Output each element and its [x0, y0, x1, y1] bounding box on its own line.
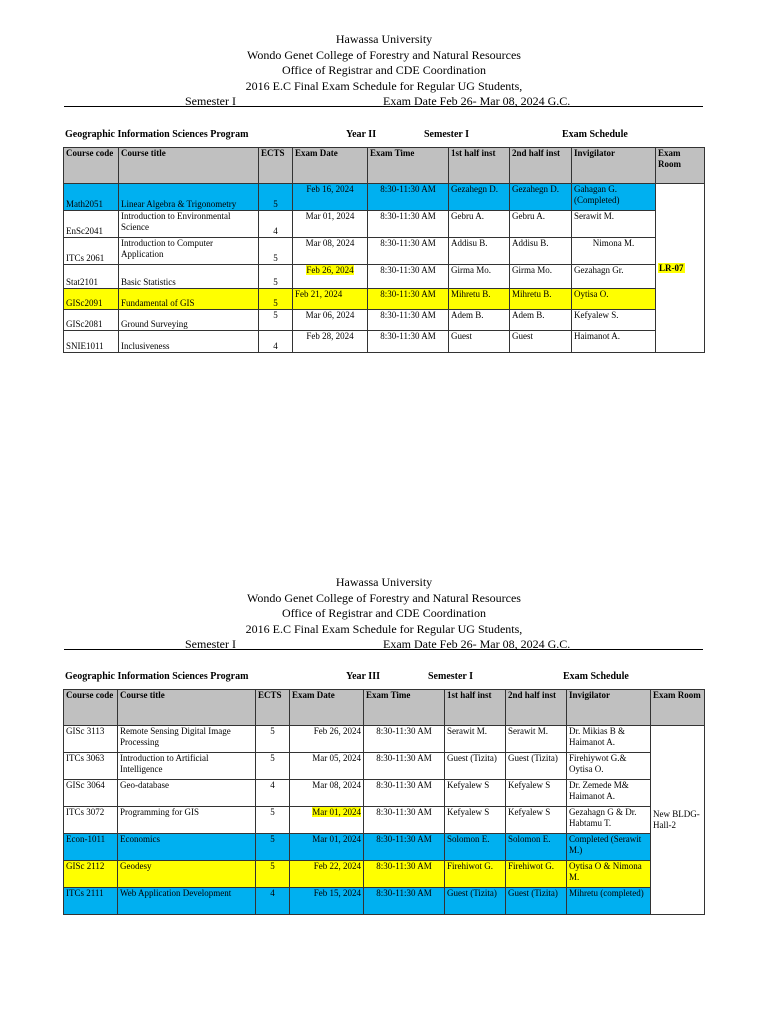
column-header: Course code — [64, 148, 119, 184]
first-half-inst: Kefyalew S — [445, 807, 506, 834]
semester-label: Semester I — [185, 94, 236, 109]
course-title: Introduction to Artificial Intelligence — [118, 753, 256, 780]
exam-date: Mar 08, 2024 — [290, 780, 364, 807]
college-name: Wondo Genet College of Forestry and Natural Resources — [247, 47, 521, 62]
second-half-inst: Guest (Tizita) — [506, 753, 567, 780]
column-header: 2nd half inst — [510, 148, 572, 184]
course-title: Geodesy — [118, 861, 256, 888]
exam-time: 8:30-11:30 AM — [364, 861, 445, 888]
exam-time: 8:30-11:30 AM — [364, 807, 445, 834]
first-half-inst: Gezahegn D. — [449, 184, 510, 211]
invigilator: Oytisa O. — [572, 289, 656, 310]
exam-date: Mar 01, 2024 — [290, 834, 364, 861]
course-code: Econ-1011 — [64, 834, 118, 861]
program-name: Geographic Information Sciences Program — [65, 129, 249, 140]
schedule-header — [0, 32, 768, 110]
second-half-inst: Addisu B. — [510, 238, 572, 265]
exam-time: 8:30-11:30 AM — [368, 238, 449, 265]
exam-date-range: Exam Date Feb 26- Mar 08, 2024 G.C. — [383, 94, 571, 109]
invigilator: Gezahagn G & Dr. Habtamu T. — [567, 807, 651, 834]
course-title: Economics — [118, 834, 256, 861]
schedule-header — [0, 575, 768, 653]
office-name: Office of Registrar and CDE Coordination — [281, 63, 487, 78]
college-name: Wondo Genet College of Forestry and Natural Resources — [247, 590, 521, 605]
exam-time: 8:30-11:30 AM — [364, 888, 445, 915]
second-half-inst: Guest — [510, 331, 572, 353]
exam-date: Feb 22, 2024 — [290, 861, 364, 888]
exam-date-highlight: Mar 01, 2024 — [312, 807, 361, 817]
column-header: ECTS — [259, 148, 293, 184]
semester-label: Semester I — [428, 671, 474, 682]
course-code: ITCs 3063 — [64, 753, 118, 780]
invigilator: Dr. Zemede M& Haimanot A. — [567, 780, 651, 807]
header-rule — [64, 106, 703, 107]
invigilator: Dr. Mikias B & Haimanot A. — [567, 726, 651, 753]
course-title: Introduction to Environmental Science — [119, 211, 259, 238]
exam-room: New BLDG-Hall-2 — [651, 726, 705, 915]
ects: 4 — [256, 888, 290, 915]
course-title: Programming for GIS — [118, 807, 256, 834]
exam-time: 8:30-11:30 AM — [368, 289, 449, 310]
column-header: 1st half inst — [445, 690, 506, 726]
first-half-inst: Addisu B. — [449, 238, 510, 265]
course-code: GISc2091 — [64, 289, 119, 310]
column-header: Exam Time — [368, 148, 449, 184]
column-header: 2nd half inst — [506, 690, 567, 726]
course-title: Introduction to Computer Application — [119, 238, 259, 265]
ects: 5 — [259, 265, 293, 289]
column-header: Exam Date — [293, 148, 368, 184]
column-header: Course title — [118, 690, 256, 726]
column-header: Exam Time — [364, 690, 445, 726]
course-code: ITCs 2111 — [64, 888, 118, 915]
table-row — [64, 184, 705, 211]
exam-room — [656, 184, 705, 353]
first-half-inst: Guest (Tizita) — [445, 888, 506, 915]
program-line — [65, 671, 705, 685]
table-row — [64, 780, 705, 807]
exam-date: Mar 01, 2024 — [293, 211, 368, 238]
course-code: Stat2101 — [64, 265, 119, 289]
table-row — [64, 726, 705, 753]
ects: 4 — [256, 780, 290, 807]
exam-time: 8:30-11:30 AM — [368, 211, 449, 238]
table-row — [64, 753, 705, 780]
exam-date-highlight: Feb 26, 2024 — [306, 265, 354, 275]
column-header: ECTS — [256, 690, 290, 726]
course-code: SNIE1011 — [64, 331, 119, 353]
course-title: Fundamental of GIS — [119, 289, 259, 310]
invigilator: Serawit M. — [572, 211, 656, 238]
course-code: Math2051 — [64, 184, 119, 211]
exam-date: Feb 26, 2024 — [290, 726, 364, 753]
course-code: GISc 3064 — [64, 780, 118, 807]
ects: 5 — [259, 184, 293, 211]
table-row — [64, 265, 705, 289]
course-code: GISc 3113 — [64, 726, 118, 753]
table-row — [64, 807, 705, 834]
exam-date: Mar 05, 2024 — [290, 753, 364, 780]
year-label: Year III — [346, 671, 380, 682]
table-row — [64, 834, 705, 861]
exam-date: Feb 16, 2024 — [293, 184, 368, 211]
table-header-row — [64, 148, 705, 184]
semester-label: Semester I — [185, 637, 236, 652]
first-half-inst: Firehiwot G. — [445, 861, 506, 888]
ects: 5 — [256, 861, 290, 888]
ects: 5 — [256, 753, 290, 780]
second-half-inst: Gebru A. — [510, 211, 572, 238]
table-row — [64, 289, 705, 310]
first-half-inst: Serawit M. — [445, 726, 506, 753]
first-half-inst: Solomon E. — [445, 834, 506, 861]
exam-date: Feb 15, 2024 — [290, 888, 364, 915]
course-title: Ground Surveying — [119, 310, 259, 331]
exam-time: 8:30-11:30 AM — [364, 834, 445, 861]
column-header: Exam Room — [656, 148, 705, 184]
header-rule — [64, 649, 703, 650]
exam-time: 8:30-11:30 AM — [368, 184, 449, 211]
exam-time: 8:30-11:30 AM — [364, 780, 445, 807]
ects: 4 — [259, 331, 293, 353]
exam-date — [290, 807, 364, 834]
table-header-row — [64, 690, 705, 726]
second-half-inst: Gezahegn D. — [510, 184, 572, 211]
university-name: Hawassa University — [335, 32, 433, 46]
table-row — [64, 331, 705, 353]
ects: 5 — [256, 834, 290, 861]
ects: 5 — [259, 289, 293, 310]
exam-schedule-label: Exam Schedule — [562, 129, 628, 140]
semester-label: Semester I — [424, 129, 470, 140]
course-title: Basic Statistics — [119, 265, 259, 289]
exam-schedule-table — [63, 689, 705, 915]
first-half-inst: Kefyalew S — [445, 780, 506, 807]
column-header: Invigilator — [567, 690, 651, 726]
second-half-inst: Kefyalew S — [506, 780, 567, 807]
program-line — [65, 129, 705, 143]
second-half-inst: Guest (Tizita) — [506, 888, 567, 915]
first-half-inst: Adem B. — [449, 310, 510, 331]
university-name: Hawassa University — [335, 575, 433, 589]
first-half-inst: Guest — [449, 331, 510, 353]
exam-time: 8:30-11:30 AM — [368, 265, 449, 289]
exam-time: 8:30-11:30 AM — [368, 310, 449, 331]
exam-date: Mar 08, 2024 — [293, 238, 368, 265]
invigilator: Haimanot A. — [572, 331, 656, 353]
program-name: Geographic Information Sciences Program — [65, 671, 249, 682]
course-code: EnSc2041 — [64, 211, 119, 238]
exam-schedule-table — [63, 147, 705, 353]
ects: 5 — [256, 807, 290, 834]
table-row — [64, 310, 705, 331]
course-code: GISc2081 — [64, 310, 119, 331]
first-half-inst: Gebru A. — [449, 211, 510, 238]
ects: 4 — [259, 211, 293, 238]
second-half-inst: Solomon E. — [506, 834, 567, 861]
exam-time: 8:30-11:30 AM — [364, 726, 445, 753]
second-half-inst: Kefyalew S — [506, 807, 567, 834]
invigilator: Gahagan G. (Completed) — [572, 184, 656, 211]
invigilator: Oytisa O & Nimona M. — [567, 861, 651, 888]
invigilator: Mihretu (completed) — [567, 888, 651, 915]
first-half-inst: Girma Mo. — [449, 265, 510, 289]
schedule-title: 2016 E.C Final Exam Schedule for Regular UG Students, — [245, 78, 523, 93]
first-half-inst: Mihretu B. — [449, 289, 510, 310]
ects: 5 — [256, 726, 290, 753]
table-row — [64, 238, 705, 265]
invigilator: Nimona M. — [572, 238, 656, 265]
invigilator: Completed (Serawit M.) — [567, 834, 651, 861]
exam-date: Feb 28, 2024 — [293, 331, 368, 353]
course-code: ITCs 2061 — [64, 238, 119, 265]
column-header: Course title — [119, 148, 259, 184]
course-code: GISc 2112 — [64, 861, 118, 888]
exam-schedule-label: Exam Schedule — [563, 671, 629, 682]
year-label: Year II — [346, 129, 377, 140]
invigilator: Firehiywot G.& Oytisa O. — [567, 753, 651, 780]
table-row — [64, 211, 705, 238]
course-title: Inclusiveness — [119, 331, 259, 353]
invigilator: Gezahagn Gr. — [572, 265, 656, 289]
exam-room-value: LR-07 — [659, 262, 684, 273]
first-half-inst: Guest (Tizita) — [445, 753, 506, 780]
invigilator: Kefyalew S. — [572, 310, 656, 331]
second-half-inst: Girma Mo. — [510, 265, 572, 289]
course-title: Geo-database — [118, 780, 256, 807]
table-row — [64, 888, 705, 915]
exam-date-range: Exam Date Feb 26- Mar 08, 2024 G.C. — [383, 637, 571, 652]
second-half-inst: Serawit M. — [506, 726, 567, 753]
second-half-inst: Firehiwot G. — [506, 861, 567, 888]
column-header: Exam Date — [290, 690, 364, 726]
exam-time: 8:30-11:30 AM — [364, 753, 445, 780]
second-half-inst: Mihretu B. — [510, 289, 572, 310]
exam-date: Mar 06, 2024 — [293, 310, 368, 331]
column-header: Invigilator — [572, 148, 656, 184]
course-title: Remote Sensing Digital Image Processing — [118, 726, 256, 753]
exam-date — [293, 265, 368, 289]
column-header: Course code — [64, 690, 118, 726]
column-header: 1st half inst — [449, 148, 510, 184]
exam-date: Feb 21, 2024 — [293, 289, 368, 310]
table-row — [64, 861, 705, 888]
schedule-title: 2016 E.C Final Exam Schedule for Regular UG Students, — [245, 621, 523, 636]
course-code: ITCs 3072 — [64, 807, 118, 834]
second-half-inst: Adem B. — [510, 310, 572, 331]
ects: 5 — [259, 310, 293, 331]
column-header: Exam Room — [651, 690, 705, 726]
course-title: Linear Algebra & Trigonometry — [119, 184, 259, 211]
exam-time: 8:30-11:30 AM — [368, 331, 449, 353]
office-name: Office of Registrar and CDE Coordination — [281, 606, 487, 621]
ects: 5 — [259, 238, 293, 265]
course-title: Web Application Development — [118, 888, 256, 915]
